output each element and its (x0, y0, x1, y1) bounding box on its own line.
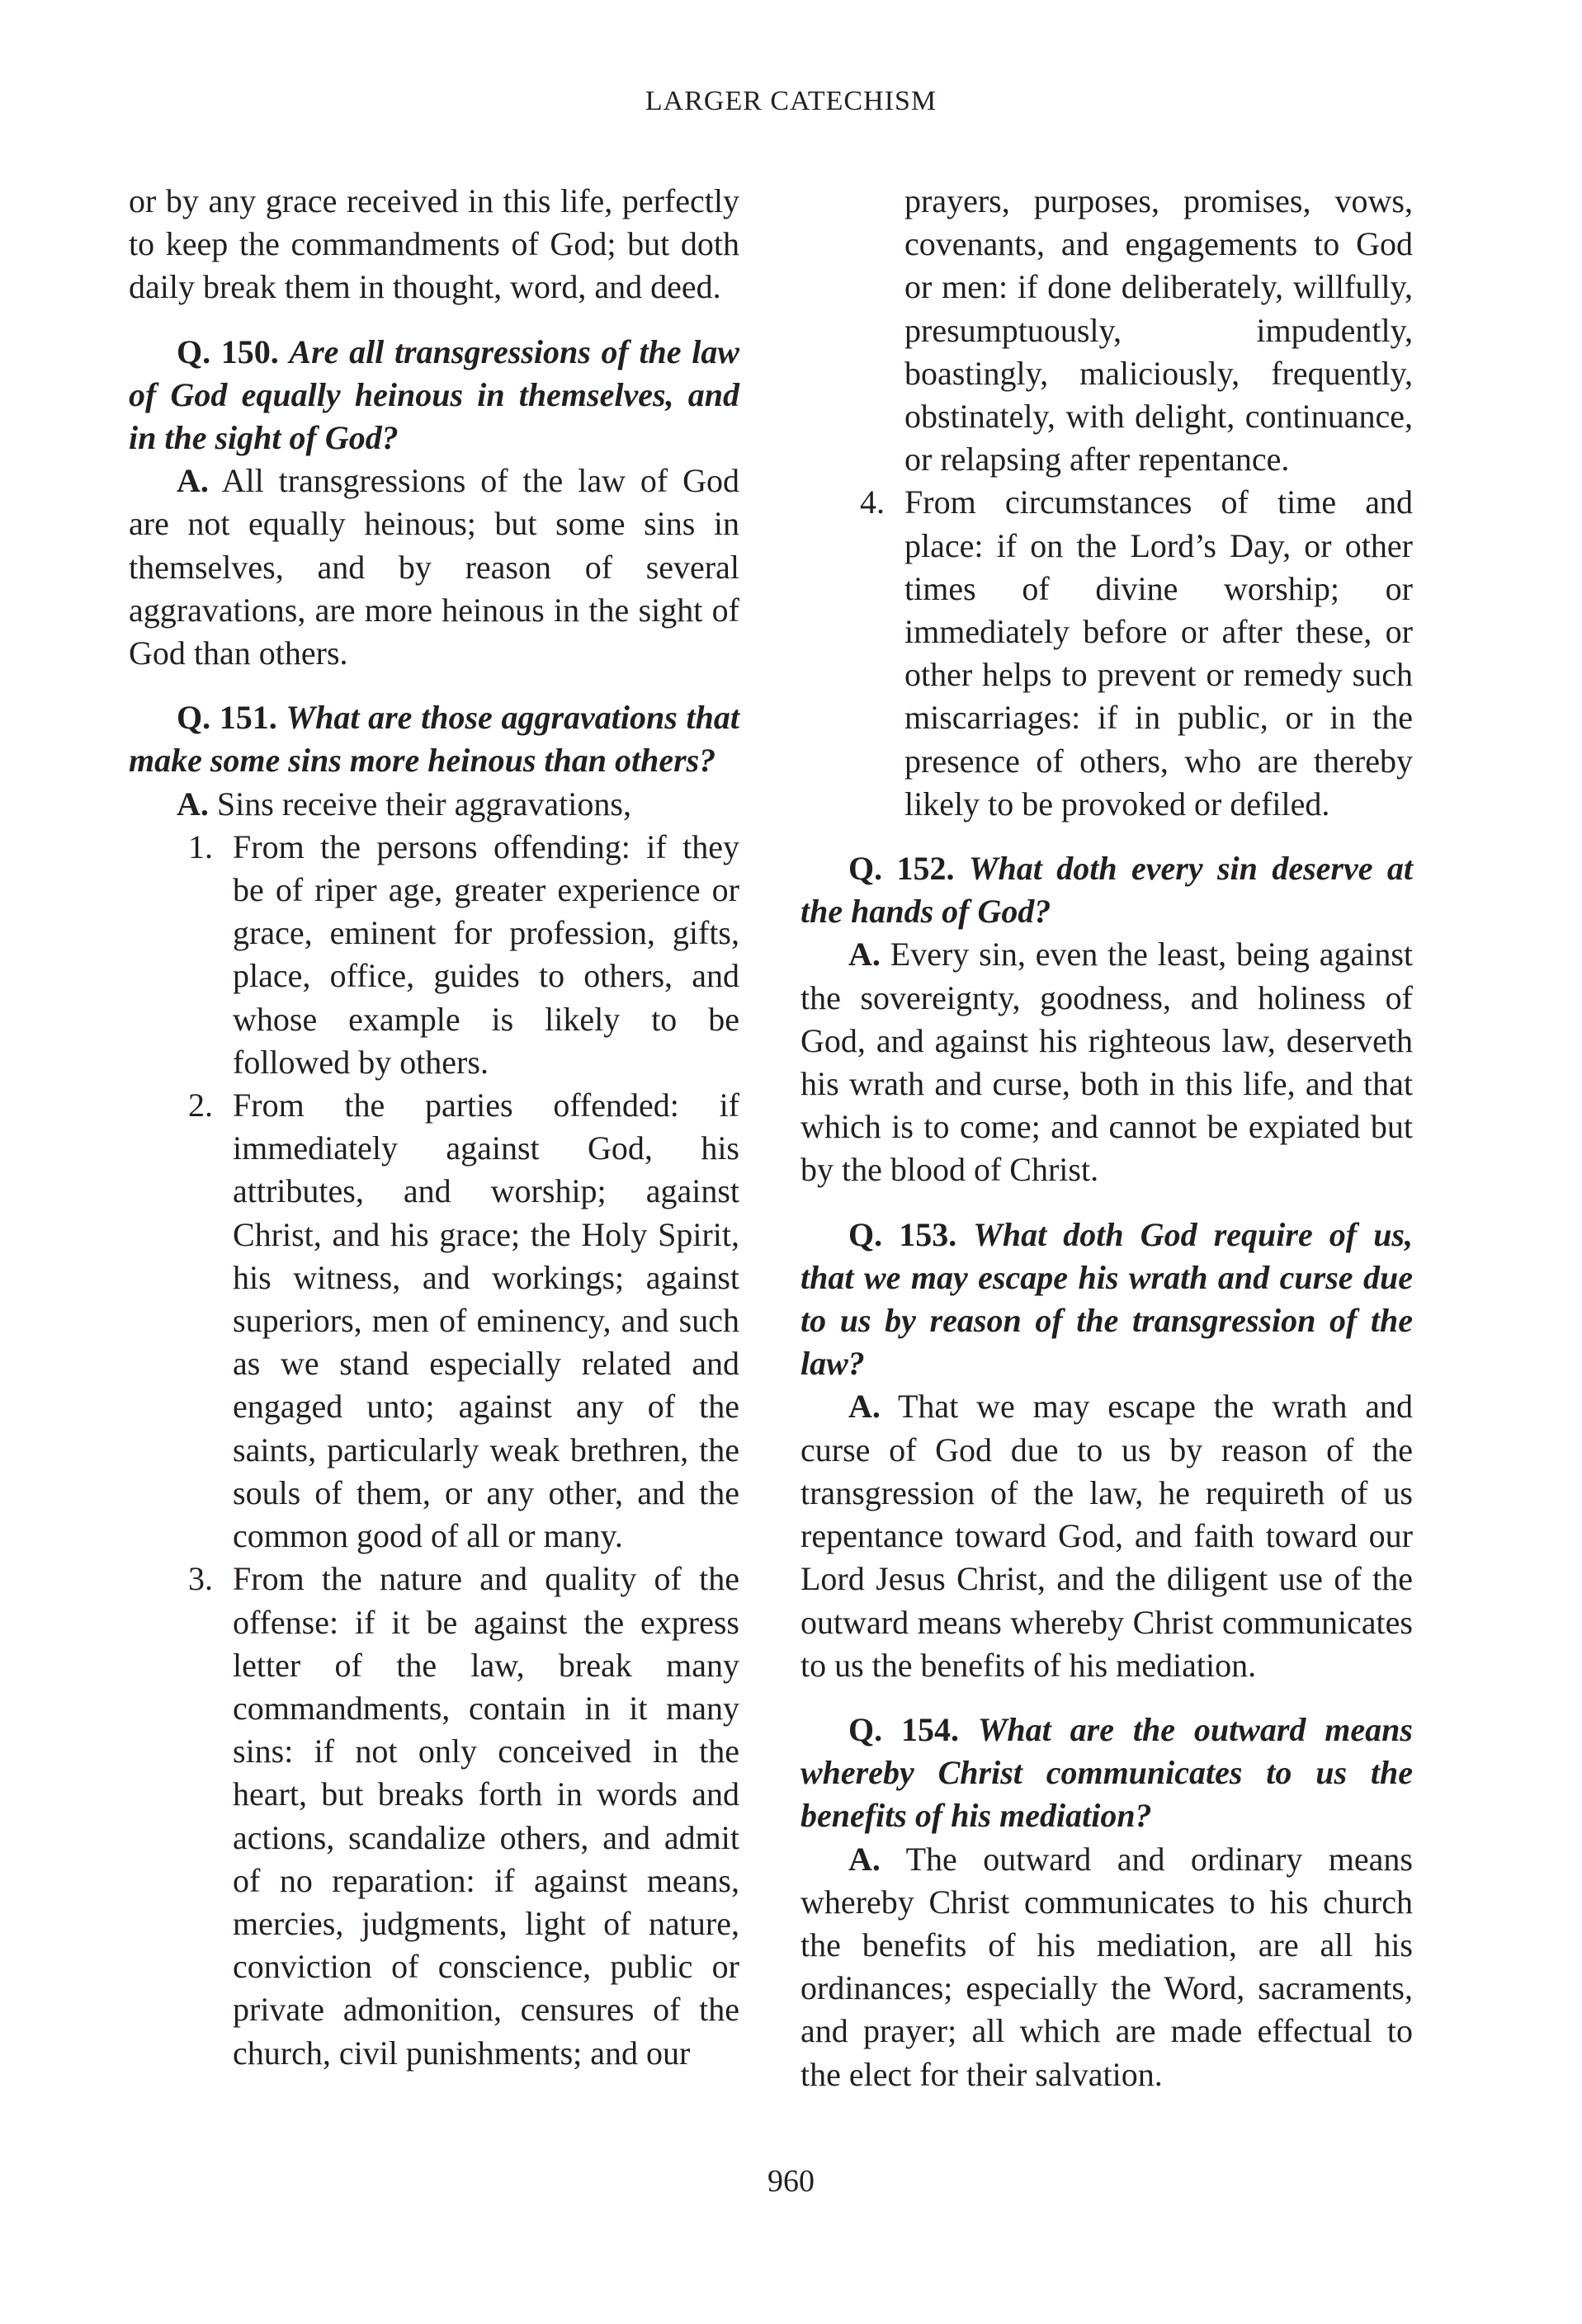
question-153 (800, 1214, 1413, 1386)
list-number: 4. (860, 483, 885, 521)
right-column (800, 180, 1413, 2096)
answer-151 (129, 783, 739, 826)
answer-label: A. (177, 462, 209, 500)
answer-152 (800, 933, 1413, 1191)
list-item-continued: prayers, purposes, promises, vows, covenants, and engagements to God or men: if done deliberately, willfully, presumptuously, impudently, boastingly, maliciously, frequently, obstinately, with delight, continuance, or relapsing after repentance. (904, 182, 1413, 478)
list-number: 3. (188, 1560, 213, 1598)
answer-text: Every sin, even the least, being against the sovereignty, goodness, and holiness of God, and against his righteous law, deserveth his wrath and curse, both in this life, and that which is to come; and cannot be expiated but by the blood of Christ. (800, 936, 1414, 1189)
list-text: From circumstances of time and place: if on the Lord’s Day, or other times of divine worship; or immediately before or after these, or other helps to prevent or remedy such miscarriages: if in public, or in the presence of others, who are thereby likely to be provoked or defiled. (904, 483, 1413, 823)
list-text: From the parties offended: if immediately against God, his attributes, and worship; against Christ, and his grace; the Holy Spirit, his witness, and workings; against superiors, men of eminency, and such as we stand especially related and engaged unto; against any of the saints, particularly weak brethren, the souls of them, or any other, and the common good of all or many. (233, 1087, 739, 1555)
page-number: 960 (767, 2164, 815, 2199)
question-number: Q. 152. (848, 850, 955, 888)
spacer (800, 1687, 1413, 1709)
running-header: LARGER CATECHISM (645, 86, 937, 116)
question-text: What are those aggravations that make some sins more heinous than others? (129, 699, 739, 780)
question-150 (129, 331, 739, 460)
question-text: What doth God require of us, that we may escape his wrath and curse due to us by reason of the transgression of the law? (800, 1215, 1414, 1383)
answer-text: Sins receive their aggravations, (216, 785, 631, 823)
answer-label: A. (848, 936, 881, 973)
spacer (800, 1192, 1413, 1214)
list-item (800, 481, 1413, 826)
list-number: 2. (188, 1087, 213, 1124)
answer-text: All transgressions of the law of God are not equally heinous; but some sins in themselves, and by reason of several aggravations, are more heinous in the sight of God than others. (129, 462, 740, 672)
continued-text: or by any grace received in this life, perfectly to keep the commandments of God; but doth daily break them in thought, word, and deed. (129, 182, 739, 306)
question-text: Are all transgressions of the law of God equally heinous in themselves, and in the sight of God? (129, 332, 739, 457)
question-number: Q. 151. (177, 699, 277, 737)
question-text: What doth every sin deserve at the hands of God? (800, 850, 1413, 931)
list-item (129, 1558, 739, 2074)
question-154 (800, 1709, 1413, 1838)
answer-153 (800, 1385, 1413, 1686)
list-item (129, 826, 739, 1084)
question-number: Q. 153. (848, 1215, 957, 1253)
answer-154 (800, 1838, 1413, 2096)
list-text: From the nature and quality of the offense: if it be against the express letter of the law, break many commandments, contain in it many sins: if not only conceived in the heart, but breaks forth in words and actions, scandalize others, and admit of no reparation: if against means, mercies, judgments, light of nature, conviction of conscience, public or private admonition, censures of the church, civil punishments; and our (233, 1560, 739, 2072)
question-number: Q. 150. (177, 332, 279, 370)
question-text: What are the outward means whereby Christ communicates to us the benefits of his mediation? (800, 1710, 1413, 1835)
answer-text: The outward and ordinary means whereby Christ communicates to his church the benefits of his mediation, are all his ordinances; especially the Word, sacraments, and prayer; all which are made effectual to the elect for their salvation. (800, 1840, 1413, 2093)
list-text: From the persons offending: if they be of riper age, greater experience or grace, eminent for profession, gifts, place, office, guides to others, and whose example is likely to be followed by others. (233, 827, 739, 1081)
spacer (800, 826, 1413, 847)
spacer (129, 309, 739, 331)
answer-label: A. (848, 1840, 881, 1878)
answer-label: A. (177, 785, 209, 823)
list-item (129, 1084, 739, 1558)
left-column (129, 180, 739, 2075)
question-152 (800, 847, 1413, 933)
question-number: Q. 154. (848, 1710, 959, 1748)
answer-text: That we may escape the wrath and curse of God due to us by reason of the transgression of the law, he requireth of us repentance toward God, and faith toward our Lord Jesus Christ, and the diligent use of the outward means whereby Christ communicates to us the benefits of his mediation. (800, 1388, 1414, 1684)
answer-150 (129, 460, 739, 675)
answer-label: A. (848, 1388, 881, 1426)
question-151 (129, 696, 739, 782)
spacer (129, 675, 739, 696)
list-number: 1. (188, 827, 213, 865)
